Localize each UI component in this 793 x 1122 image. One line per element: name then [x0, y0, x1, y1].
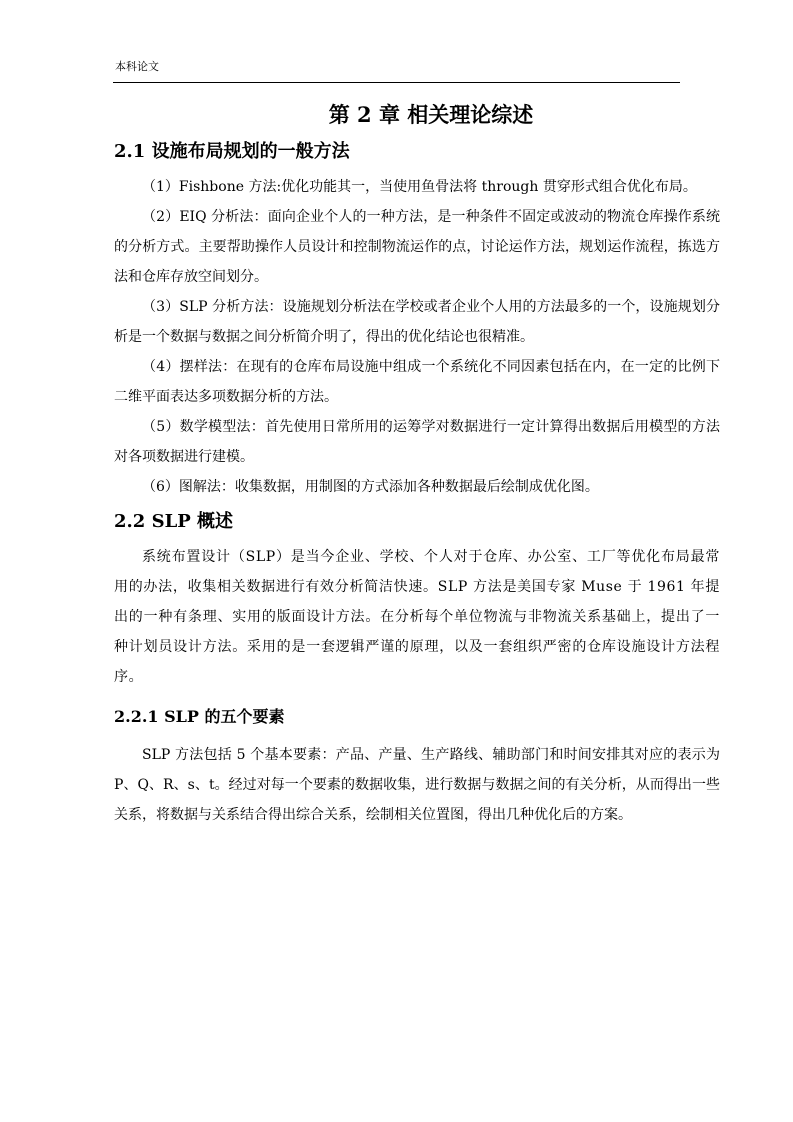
slp-overview-paragraph: 系统布置设计（SLP）是当今企业、学校、个人对于仓库、办公室、工厂等优化布局最常用的办法，收集相关数据进行有效分析简洁快速。SLP 方法是美国专家 Muse 于 1961 年提出的一种有条理、实用的版面设计方法。在分析每个单位物流与非物流关系基础上，提出了一种计划员设计方法。采用的是一套逻辑严谨的原理，以及一套组织严密的仓库设施设计方法程序。 [114, 549, 720, 685]
page-body [114, 100, 720, 830]
method-paragraph-graphic: （6）图解法：收集数据，用制图的方式添加各种数据最后绘制成优化图。 [142, 479, 599, 495]
section-title-2-1: 2.1 设施布局规划的一般方法 [114, 141, 350, 162]
section-title-2-2: 2.2 SLP 概述 [114, 511, 234, 532]
method-paragraph-layout-sample: （4）摆样法：在现有的仓库布局设施中组成一个系统化不同因素包括在内，在一定的比例下二维平面表达多项数据分析的方法。 [114, 359, 720, 405]
running-header: 本科论文 [115, 60, 159, 73]
method-paragraph-slp: （3）SLP 分析方法：设施规划分析法在学校或者企业个人用的方法最多的一个，设施规划分析是一个数据与数据之间分析简介明了，得出的优化结论也很精准。 [114, 299, 720, 345]
chapter-title: 第 2 章 相关理论综述 [328, 102, 534, 127]
slp-elements-paragraph: SLP 方法包括 5 个基本要素：产品、产量、生产路线、辅助部门和时间安排其对应的表示为 P、Q、R、s、t。经过对每一个要素的数据收集，进行数据与数据之间的有关分析，从而得出一些关系，将数据与关系结合得出综合关系，绘制相关位置图，得出几种优化后的方案。 [114, 747, 720, 823]
method-paragraph-math-model: （5）数学模型法：首先使用日常所用的运筹学对数据进行一定计算得出数据后用模型的方法对各项数据进行建模。 [114, 419, 720, 465]
subsection-title-2-2-1: 2.2.1 SLP 的五个要素 [114, 707, 285, 726]
header-rule [113, 82, 680, 83]
method-paragraph-fishbone: （1）Fishbone 方法:优化功能其一，当使用鱼骨法将 through 贯穿形式组合优化布局。 [142, 179, 697, 195]
method-paragraph-eiq: （2）EIQ 分析法：面向企业个人的一种方法，是一种条件不固定或波动的物流仓库操作系统的分析方式。主要帮助操作人员设计和控制物流运作的点，讨论运作方法，规划运作流程，拣选方法和仓库存放空间划分。 [114, 209, 720, 285]
